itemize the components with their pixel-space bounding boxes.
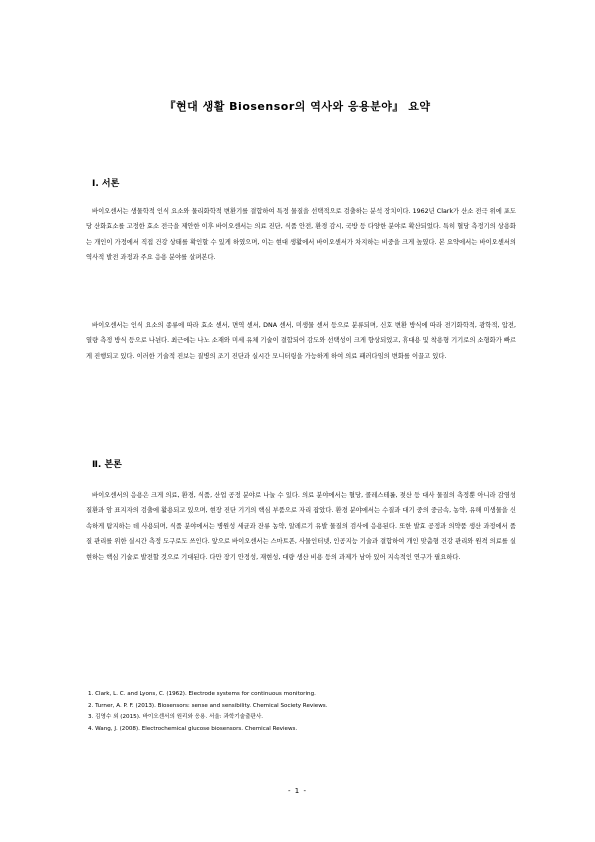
reference-item: 1. Clark, L. C. and Lyons, C. (1962). Electrode systems for continuous monitoring. (88, 691, 316, 697)
reference-item: 4. Wang, J. (2008). Electrochemical glucose biosensors. Chemical Reviews. (88, 725, 298, 732)
body-paragraph (86, 318, 516, 364)
page-number: - 1 - (288, 787, 307, 795)
paragraph-text: 바이오센서는 생물학적 인식 요소와 물리화학적 변환기를 결합하여 특정 물질을 선택적으로 검출하는 분석 장치이다. 1962년 Clark가 산소 전극 위에 포도당 산화효소를 고정한 효소 전극을 제안한 이후 바이오센서는 의료 진단, 식품 안전, 환경 감시, 국방 등 다양한 분야로 확산되었다. 특히 혈당 측정기의 상용화는 개인이 가정에서 직접 건강 상태를 확인할 수 있게 하였으며, 이는 현대 생활에서 바이오센서가 차지하는 비중을 크게 높였다. 본 요약에서는 바이오센서의 역사적 발전 과정과 주요 응용 분야를 살펴본다. (86, 208, 516, 262)
reference-list (88, 689, 388, 735)
paragraph-text: 바이오센서의 응용은 크게 의료, 환경, 식품, 산업 공정 분야로 나눌 수 있다. 의료 분야에서는 혈당, 콜레스테롤, 젖산 등 대사 물질의 측정뿐 아니라 감염성 질환과 암 표지자의 검출에 활용되고 있으며, 현장 진단 기기의 핵심 부품으로 자리 잡았다. 환경 분야에서는 수질과 대기 중의 중금속, 농약, 유해 미생물을 신속하게 탐지하는 데 사용되며, 식품 분야에서는 병원성 세균과 잔류 농약, 알레르기 유발 물질의 검사에 응용된다. 또한 발효 공정과 의약품 생산 과정에서 품질 관리를 위한 실시간 측정 도구로도 쓰인다. 앞으로 바이오센서는 스마트폰, 사물인터넷, 인공지능 기술과 결합하여 개인 맞춤형 건강 관리와 원격 의료를 실현하는 핵심 기술로 발전할 것으로 기대된다. 다만 장기 안정성, 재현성, 대량 생산 비용 등의 과제가 남아 있어 지속적인 연구가 필요하다. (86, 492, 516, 561)
body-paragraph (86, 488, 516, 565)
reference-item: 2. Turner, A. P. F. (2013). Biosensors: sense and sensibility. Chemical Society Reviews. (88, 702, 328, 709)
paragraph-text: 바이오센서는 인식 요소의 종류에 따라 효소 센서, 면역 센서, DNA 센서, 미생물 센서 등으로 분류되며, 신호 변환 방식에 따라 전기화학적, 광학적, 압전, 열량 측정 방식 등으로 나뉜다. 최근에는 나노 소재와 미세 유체 기술이 결합되어 감도와 선택성이 크게 향상되었고, 휴대용 및 착용형 기기로의 소형화가 빠르게 진행되고 있다. 이러한 기술적 진보는 질병의 조기 진단과 실시간 모니터링을 가능하게 하여 의료 패러다임의 변화를 이끌고 있다. (86, 322, 516, 360)
section-heading-body: Ⅱ. 본론 (92, 460, 122, 470)
body-paragraph (86, 204, 516, 266)
reference-item: 3. 김영수 외 (2015). 바이오센서의 원리와 응용. 서울: 과학기술출판사. (88, 714, 264, 720)
section-heading-introduction: Ⅰ. 서론 (92, 179, 120, 189)
document-title: 『현대 생활 Biosensor의 역사와 응용분야』 요약 (164, 100, 431, 113)
